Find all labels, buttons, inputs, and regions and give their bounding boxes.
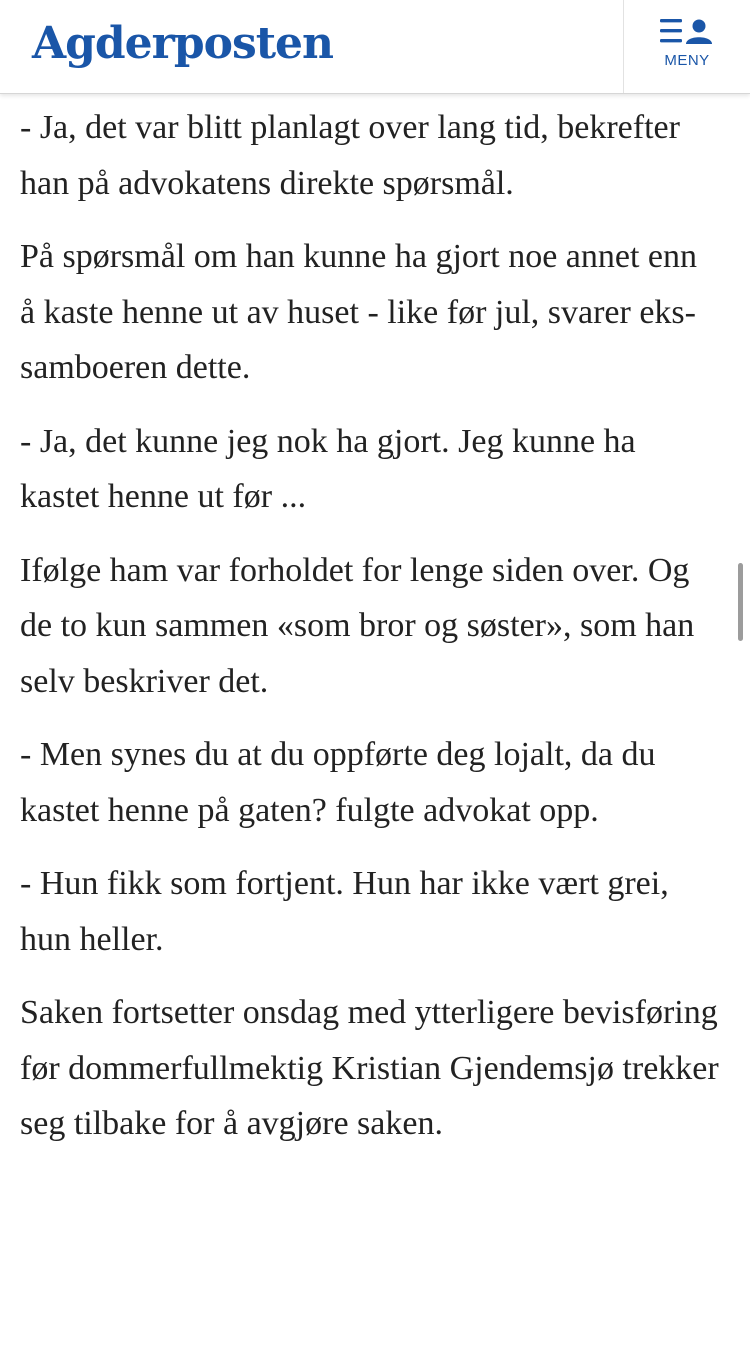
- article-paragraph: - Ja, det kunne jeg nok ha gjort. Jeg kunne ha kastet henne ut før ...: [20, 422, 636, 515]
- article-paragraph: Ifølge ham var forholdet for lenge siden over. Og de to kun sammen «som bror og søster», som han selv beskriver det.: [20, 551, 695, 700]
- article-body: [20, 100, 720, 1170]
- article-paragraph: - Men synes du at du oppførte deg lojalt, da du kastet henne på gaten? fulgte advokat opp.: [20, 736, 656, 829]
- article-paragraph: På spørsmål om han kunne ha gjort noe annet enn å kaste henne ut av huset - like før jul, svarer eks-samboeren dette.: [20, 238, 698, 386]
- article-paragraph: Saken fortsetter onsdag med ytterligere bevisføring før dommerfullmektig Kristian Gjendemsjø trekker seg tilbake for å avgjøre saken.: [20, 994, 719, 1142]
- menu-button[interactable]: [624, 0, 750, 93]
- menu-user-icon: [660, 18, 714, 48]
- site-header: [0, 0, 750, 94]
- scrollbar[interactable]: [738, 563, 743, 641]
- site-logo[interactable]: Agderposten: [32, 18, 334, 69]
- menu-label: MENY: [664, 52, 710, 69]
- article-paragraph: - Hun fikk som fortjent. Hun har ikke vært grei, hun heller.: [20, 865, 669, 958]
- article-paragraph: - Ja, det var blitt planlagt over lang tid, bekrefter han på advokatens direkte spørsmål.: [20, 109, 680, 202]
